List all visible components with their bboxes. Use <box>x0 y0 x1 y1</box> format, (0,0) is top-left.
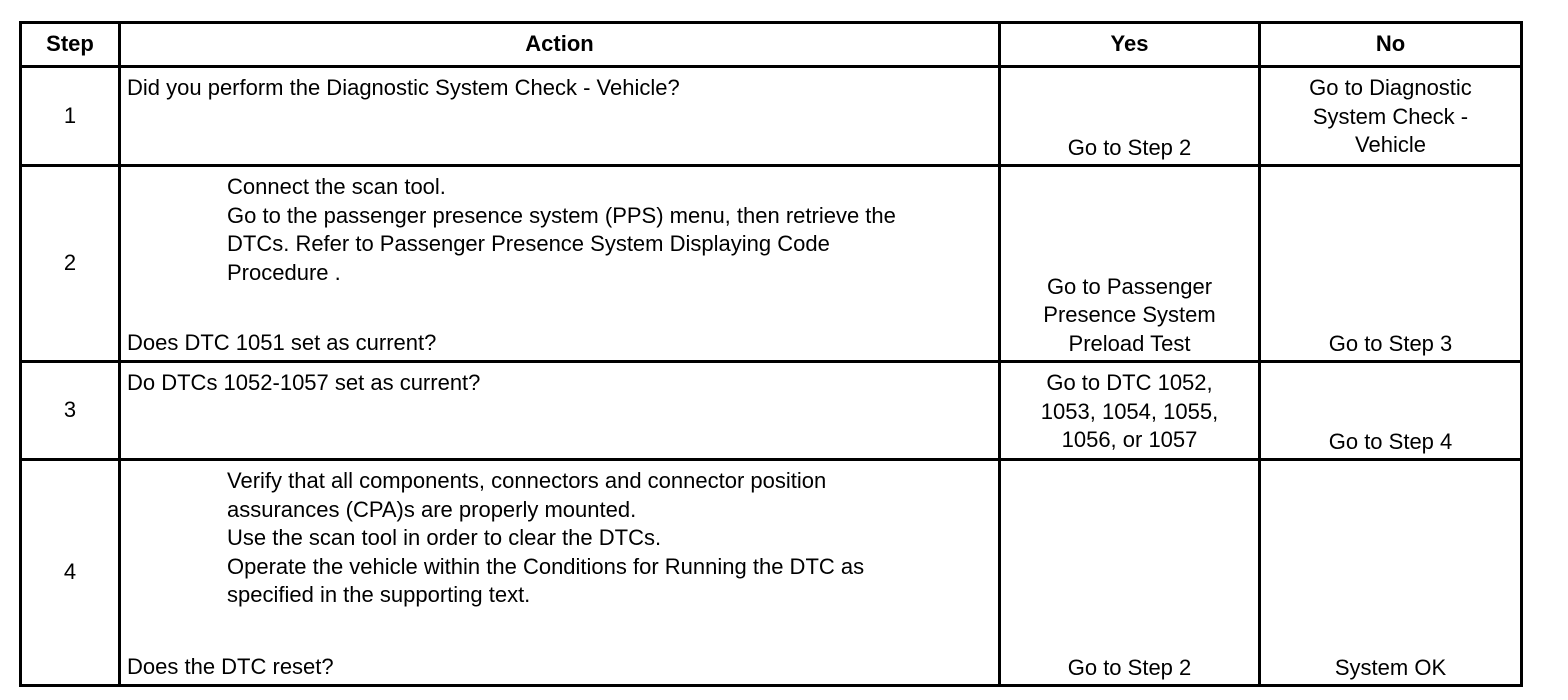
action-cell <box>120 166 1000 362</box>
header-row <box>21 23 1522 67</box>
yes-cell <box>1000 67 1260 166</box>
table-row <box>21 166 1522 362</box>
action-cell <box>120 460 1000 686</box>
action-step-line: assurances (CPA)s are properly mounted. <box>227 496 637 522</box>
no-cell <box>1260 362 1522 460</box>
action-question: Does the DTC reset? <box>127 653 334 679</box>
table-row <box>21 362 1522 460</box>
action-step-line: specified in the supporting text. <box>227 582 531 607</box>
no-link-line[interactable]: System Check - <box>1312 103 1469 129</box>
no-link-line[interactable]: Go to Diagnostic <box>1309 75 1472 100</box>
no-cell <box>1260 460 1522 686</box>
header-action: Action <box>120 23 1000 67</box>
header-no: No <box>1260 23 1522 67</box>
yes-cell <box>1000 166 1260 362</box>
step-number: 4 <box>21 460 120 686</box>
no-cell <box>1260 166 1522 362</box>
no-link[interactable]: Go to Step 3 <box>1328 330 1453 356</box>
yes-link-line[interactable]: 1053, 1054, 1055, <box>1040 398 1219 424</box>
action-question: Did you perform the Diagnostic System Check - Vehicle? <box>127 75 680 100</box>
action-cell <box>120 67 1000 166</box>
no-link-line[interactable]: Vehicle <box>1355 132 1426 157</box>
yes-link[interactable]: Go to Step 2 <box>1067 134 1192 160</box>
action-step-line: Verify that all components, connectors and connector position <box>227 468 827 493</box>
yes-link-line[interactable]: Go to Passenger <box>1046 273 1213 299</box>
yes-link[interactable]: Go to Step 2 <box>1067 654 1192 680</box>
yes-link-line[interactable]: Go to DTC 1052, <box>1046 370 1213 395</box>
action-steps <box>127 467 992 610</box>
yes-cell <box>1000 460 1260 686</box>
no-link[interactable]: Go to Step 4 <box>1328 428 1453 454</box>
action-step-line: Procedure . <box>227 259 341 285</box>
yes-link-line[interactable]: Presence System <box>1043 302 1216 327</box>
yes-link-line[interactable]: 1056, or 1057 <box>1061 427 1198 452</box>
yes-link-line[interactable]: Preload Test <box>1068 330 1191 356</box>
action-step-line: Connect the scan tool. <box>227 174 446 199</box>
action-question: Does DTC 1051 set as current? <box>127 329 437 355</box>
table-row <box>21 460 1522 686</box>
header-yes: Yes <box>1000 23 1260 67</box>
step-number: 1 <box>21 67 120 166</box>
action-step-line: Use the scan tool in order to clear the DTCs. <box>227 525 662 550</box>
yes-cell <box>1000 362 1260 460</box>
step-number: 3 <box>21 362 120 460</box>
action-question: Do DTCs 1052-1057 set as current? <box>127 370 481 395</box>
no-cell <box>1260 67 1522 166</box>
diagnostic-table <box>19 21 1523 687</box>
step-number: 2 <box>21 166 120 362</box>
action-step-line: Operate the vehicle within the Conditions for Running the DTC as <box>227 553 865 579</box>
header-step: Step <box>21 23 120 67</box>
action-steps <box>127 173 992 287</box>
action-step-line: Go to the passenger presence system (PPS) menu, then retrieve the <box>227 202 896 228</box>
action-cell <box>120 362 1000 460</box>
action-step-line: DTCs. Refer to Passenger Presence System Displaying Code <box>227 231 830 256</box>
no-result: System OK <box>1334 654 1447 680</box>
table-row <box>21 67 1522 166</box>
